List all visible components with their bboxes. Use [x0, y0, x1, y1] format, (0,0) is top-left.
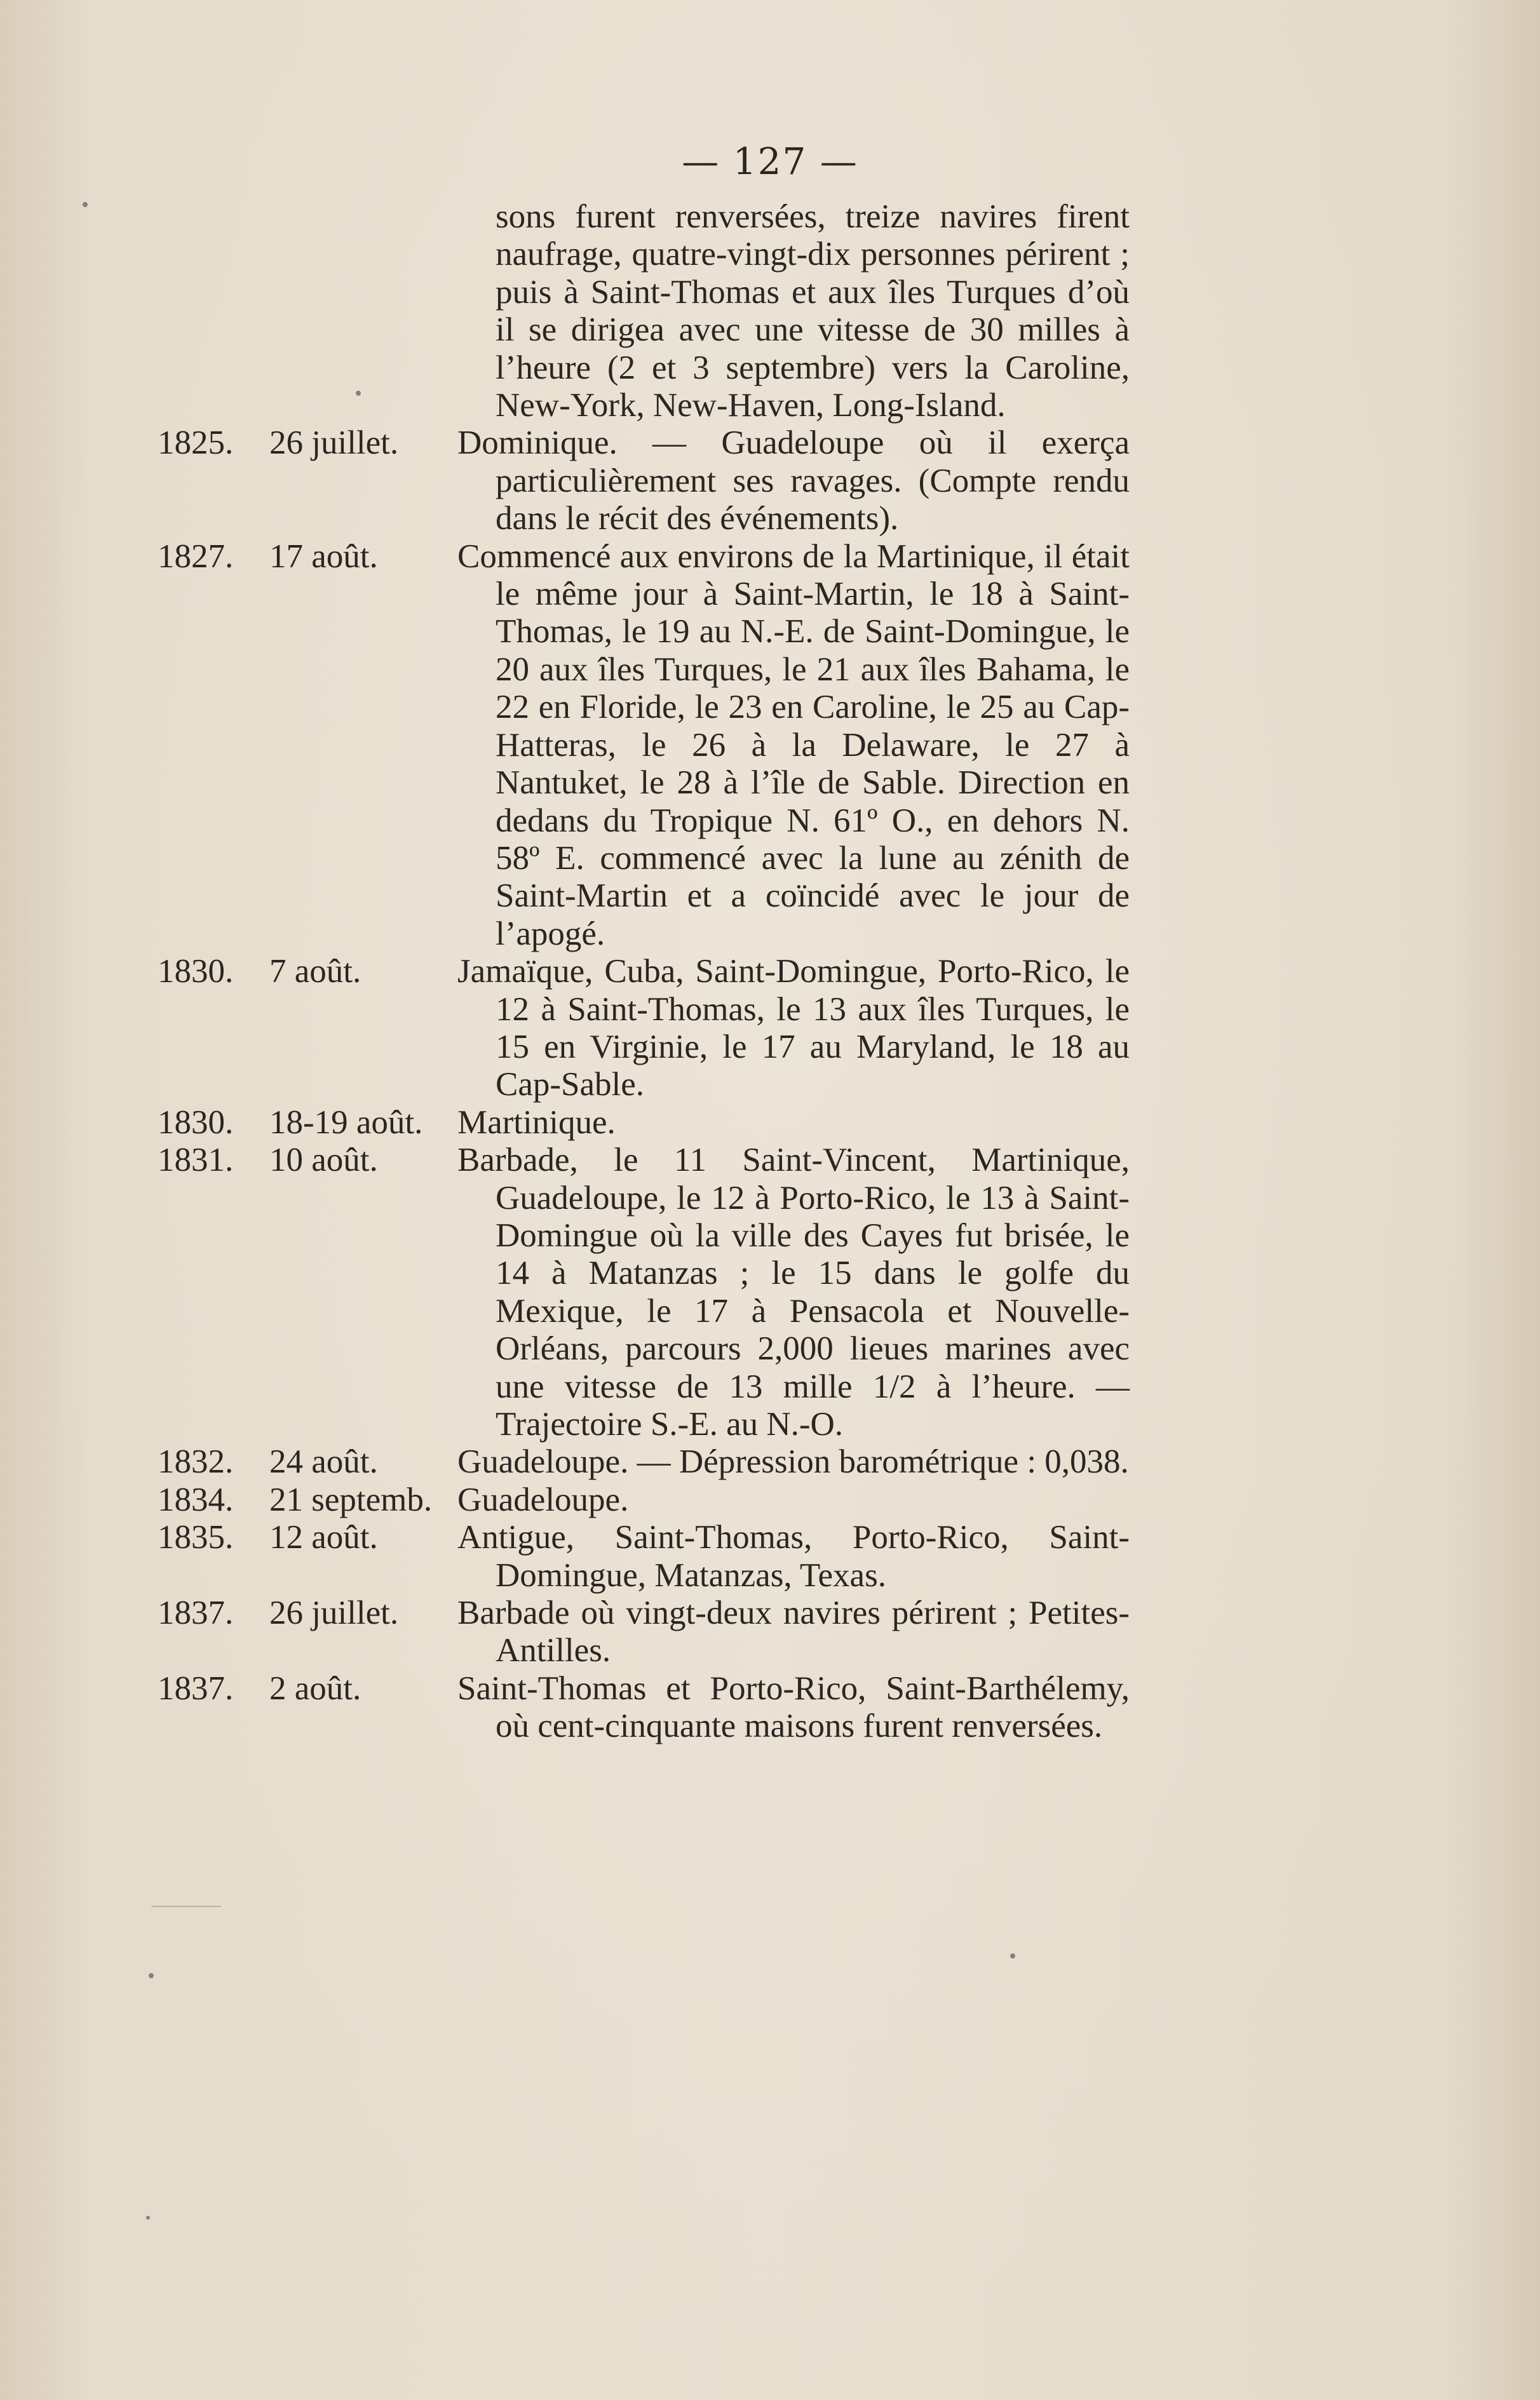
entry-date: 18-19 août. [269, 1103, 423, 1141]
chronology-list [158, 198, 1130, 1746]
entry-text: Jamaïque, Cuba, Saint-Domingue, Porto-Rico, le 12 à Saint-Thomas, le 13 aux îles Turques, le 15 en Virginie, le 17 au Maryland, le 18 au Cap-Sable. [457, 953, 1130, 1103]
speck-mark [146, 2216, 150, 2220]
entry-text: Guadeloupe. [457, 1481, 629, 1518]
chronology-entry [158, 198, 1130, 424]
entry-date: 17 août. [269, 537, 378, 575]
entry-date: 21 septemb. [269, 1481, 433, 1518]
entry-year: 1837. [158, 1669, 234, 1707]
chronology-entry [158, 538, 1130, 953]
entry-year: 1834. [158, 1481, 234, 1518]
stray-mark [151, 1906, 221, 1907]
entry-date: 24 août. [269, 1443, 378, 1481]
entry-year: 1827. [158, 537, 234, 575]
chronology-entry [158, 424, 1130, 537]
entry-text: Martinique. [457, 1103, 616, 1141]
entry-text: Antigue, Saint-Thomas, Porto-Rico, Saint-Domingue, Matanzas, Texas. [457, 1519, 1130, 1594]
entry-text: Dominique. — Guadeloupe où il exerça particulièrement ses ravages. (Compte rendu dans le récit des événements). [457, 424, 1130, 537]
entry-year: 1832. [158, 1443, 234, 1481]
page-number: — 127 — [682, 140, 858, 183]
chronology-entry [158, 1481, 1130, 1519]
entry-year: 1835. [158, 1519, 234, 1556]
entry-date: 7 août. [269, 953, 361, 990]
entry-text: sons furent renversées, treize navires firent naufrage, quatre-vingt-dix personnes périrent ; puis à Saint-Thomas et aux îles Turques d’où il se dirigea avec une vitesse de 30 milles à l’heure (2 et 3 septembre) vers la Caroline, New-York, New-Haven, Long-Island. [496, 198, 1130, 424]
speck-mark [149, 1973, 154, 1978]
entry-date: 12 août. [269, 1519, 378, 1556]
entry-text: Saint-Thomas et Porto-Rico, Saint-Barthélemy, où cent-cinquante maisons furent renversées. [457, 1669, 1130, 1745]
entry-text: Commencé aux environs de la Martinique, il était le même jour à Saint-Martin, le 18 à Saint-Thomas, le 19 au N.-E. de Saint-Domingue, le 20 aux îles Turques, le 21 aux îles Bahama, le 22 en Floride, le 23 en Caroline, le 25 au Cap-Hatteras, le 26 à la Delaware, le 27 à Nantuket, le 28 à l’île de Sable. Direction en dedans du Tropique N. 61º O., en dehors N. 58º E. commencé avec la lune au zénith de Saint-Martin et a coïncidé avec le jour de l’apogé. [457, 537, 1130, 952]
entry-year: 1837. [158, 1594, 234, 1632]
entry-date: 26 juillet. [269, 424, 399, 462]
entry-date: 26 juillet. [269, 1594, 399, 1632]
entry-date: 10 août. [269, 1142, 378, 1179]
entry-text: Barbade, le 11 Saint-Vincent, Martinique, Guadeloupe, le 12 à Porto-Rico, le 13 à Saint-Domingue où la ville des Cayes fut brisée, le 14 à Matanzas ; le 15 dans le golfe du Mexique, le 17 à Pensacola et Nouvelle-Orléans, parcours 2,000 lieues marines avec une vitesse de 13 mille 1/2 à l’heure. — Trajectoire S.-E. au N.-O. [457, 1142, 1130, 1443]
chronology-entry [158, 1104, 1130, 1142]
entry-year: 1830. [158, 1103, 234, 1141]
entry-text: Guadeloupe. — Dépression barométrique : 0,038. [457, 1443, 1129, 1481]
chronology-entry [158, 1519, 1130, 1594]
entry-date: 2 août. [269, 1669, 361, 1707]
speck-mark [356, 391, 361, 396]
entry-year: 1831. [158, 1142, 234, 1179]
entry-year: 1825. [158, 424, 234, 462]
entry-year: 1830. [158, 953, 234, 990]
entry-text: Barbade où vingt-deux navires périrent ; Petites-Antilles. [457, 1594, 1130, 1669]
chronology-entry [158, 1594, 1130, 1670]
chronology-entry [158, 1670, 1130, 1746]
chronology-entry [158, 1142, 1130, 1443]
speck-mark [1010, 1953, 1015, 1958]
speck-mark [83, 202, 88, 207]
chronology-entry [158, 953, 1130, 1104]
chronology-entry [158, 1443, 1130, 1481]
